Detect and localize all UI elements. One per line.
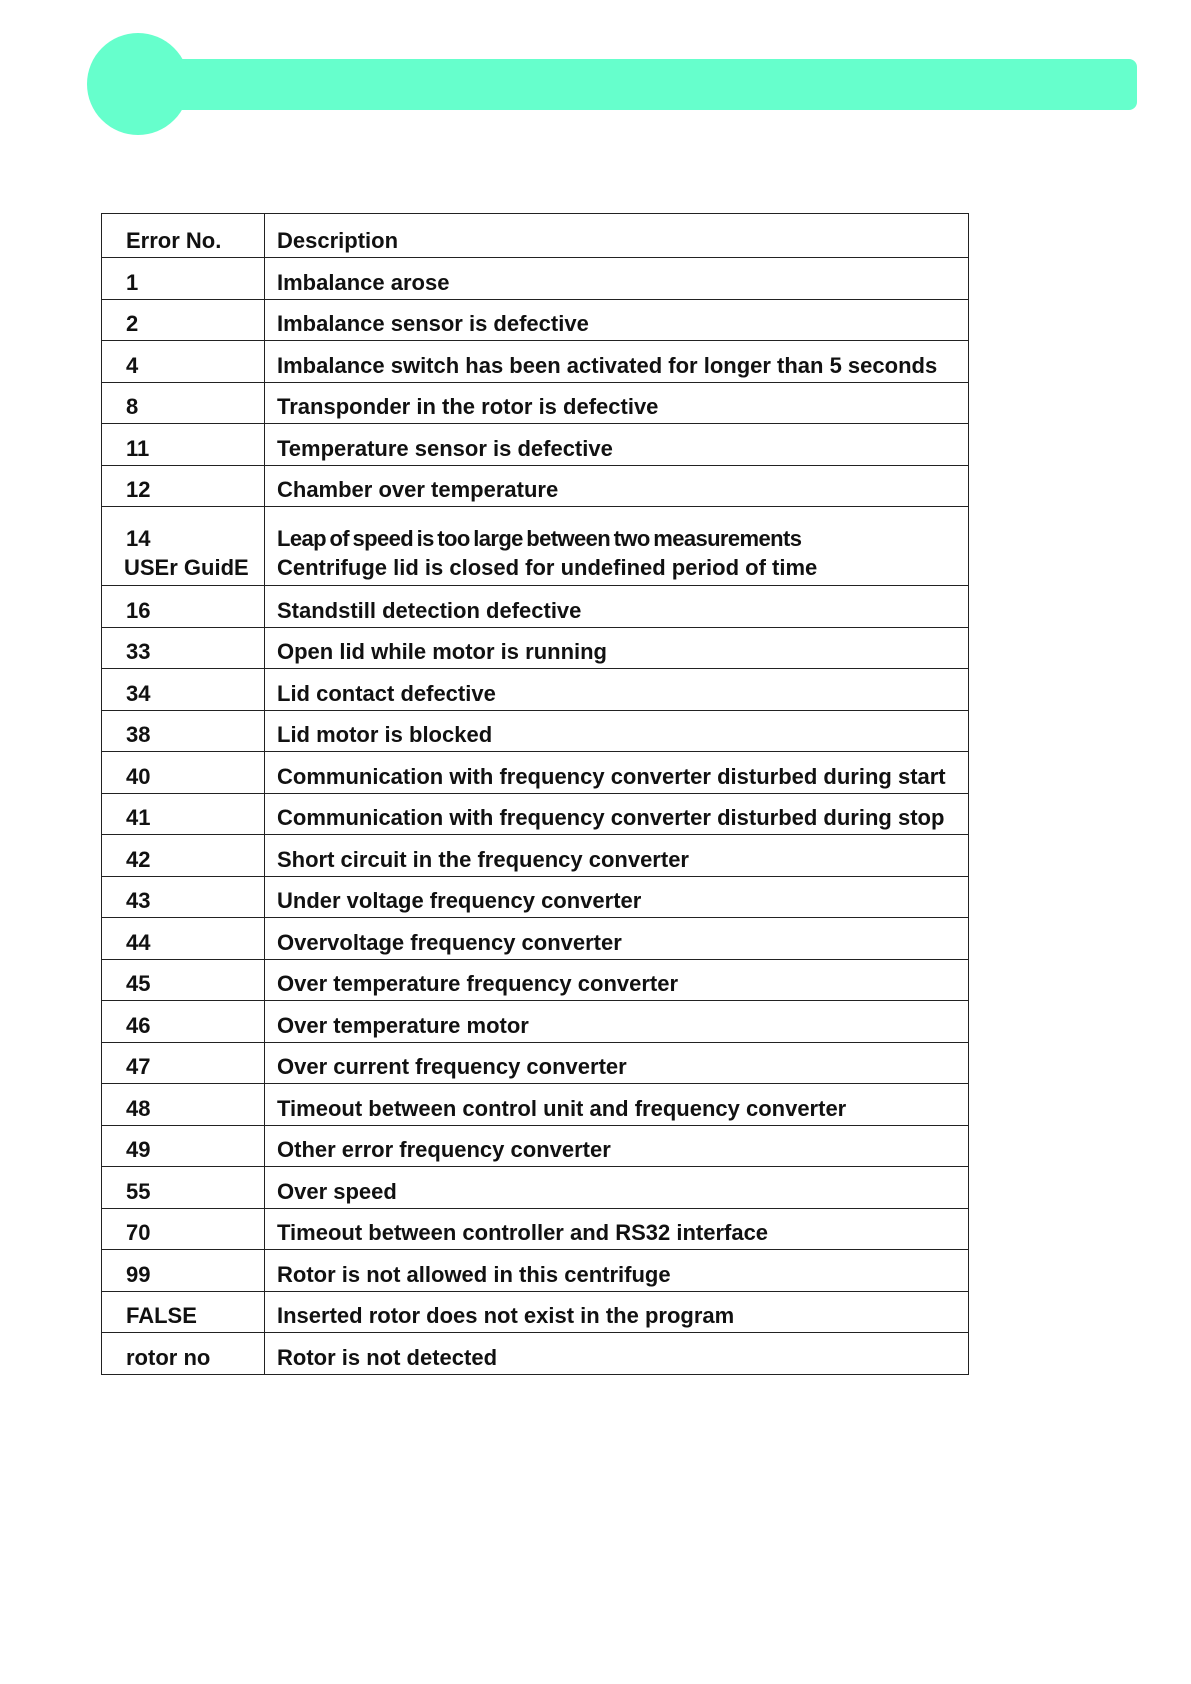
table-row (102, 752, 969, 794)
error-code: 40 (102, 752, 265, 794)
table-row (102, 299, 969, 341)
error-description: Open lid while motor is running (265, 627, 969, 669)
error-description-line-2: Centrifuge lid is closed for undefined period of time (277, 555, 818, 580)
error-code: 46 (102, 1001, 265, 1043)
error-description: Standstill detection defective (265, 586, 969, 628)
error-description: Over temperature frequency converter (265, 959, 969, 1001)
error-code: 11 (102, 424, 265, 466)
table-row (102, 959, 969, 1001)
error-description-line-1: Leap of speed is too large between two measurements (277, 526, 802, 551)
table-row (102, 465, 969, 507)
error-description: Chamber over temperature (265, 465, 969, 507)
error-code: 43 (102, 876, 265, 918)
table-row (102, 918, 969, 960)
error-code: 1 (102, 258, 265, 300)
error-description: Timeout between controller and RS32 interface (265, 1208, 969, 1250)
error-code-line-2: USEr GuidE (124, 555, 249, 580)
table-row (102, 835, 969, 877)
error-description: Lid motor is blocked (265, 710, 969, 752)
error-description (265, 507, 969, 586)
error-description: Lid contact defective (265, 669, 969, 711)
error-description: Rotor is not detected (265, 1333, 969, 1375)
error-code: 99 (102, 1250, 265, 1292)
error-code: 45 (102, 959, 265, 1001)
table-row (102, 669, 969, 711)
table-row (102, 424, 969, 466)
error-code: 33 (102, 627, 265, 669)
table-row (102, 586, 969, 628)
error-description: Communication with frequency converter disturbed during stop (265, 793, 969, 835)
table-row (102, 1042, 969, 1084)
table-row (102, 341, 969, 383)
table-row (102, 382, 969, 424)
table-row (102, 627, 969, 669)
error-code: 4 (102, 341, 265, 383)
error-description: Imbalance sensor is defective (265, 299, 969, 341)
error-description: Under voltage frequency converter (265, 876, 969, 918)
error-description: Imbalance arose (265, 258, 969, 300)
header-banner-circle (87, 33, 189, 135)
table-row (102, 876, 969, 918)
table-row (102, 710, 969, 752)
error-code: 38 (102, 710, 265, 752)
error-description: Temperature sensor is defective (265, 424, 969, 466)
error-description: Over temperature motor (265, 1001, 969, 1043)
error-code: 2 (102, 299, 265, 341)
error-description: Communication with frequency converter disturbed during start (265, 752, 969, 794)
error-code: FALSE (102, 1291, 265, 1333)
error-code: 12 (102, 465, 265, 507)
error-code: rotor no (102, 1333, 265, 1375)
error-code: 49 (102, 1125, 265, 1167)
table-row (102, 258, 969, 300)
error-code: 48 (102, 1084, 265, 1126)
error-code: 47 (102, 1042, 265, 1084)
header-banner-bar (150, 59, 1137, 110)
error-description: Over speed (265, 1167, 969, 1209)
error-code: 70 (102, 1208, 265, 1250)
error-code: 34 (102, 669, 265, 711)
column-header-error-no: Error No. (102, 214, 265, 258)
error-description: Over current frequency converter (265, 1042, 969, 1084)
table-header-row (102, 214, 969, 258)
error-description: Imbalance switch has been activated for longer than 5 seconds (265, 341, 969, 383)
table-row (102, 1167, 969, 1209)
error-code-line-1: 14 (126, 526, 151, 551)
error-code (102, 507, 265, 586)
error-code: 8 (102, 382, 265, 424)
error-description: Overvoltage frequency converter (265, 918, 969, 960)
table-row (102, 1125, 969, 1167)
table-row (102, 1001, 969, 1043)
error-code: 44 (102, 918, 265, 960)
table-row (102, 1084, 969, 1126)
error-description: Transponder in the rotor is defective (265, 382, 969, 424)
column-header-description: Description (265, 214, 969, 258)
error-description: Other error frequency converter (265, 1125, 969, 1167)
error-code-table (101, 213, 969, 1375)
table-row (102, 1250, 969, 1292)
table-row (102, 507, 969, 586)
table-row (102, 1291, 969, 1333)
error-description: Inserted rotor does not exist in the program (265, 1291, 969, 1333)
table-row (102, 1333, 969, 1375)
table-row (102, 793, 969, 835)
error-code: 16 (102, 586, 265, 628)
error-code: 41 (102, 793, 265, 835)
error-description: Rotor is not allowed in this centrifuge (265, 1250, 969, 1292)
error-code: 55 (102, 1167, 265, 1209)
error-description: Short circuit in the frequency converter (265, 835, 969, 877)
error-code: 42 (102, 835, 265, 877)
error-description: Timeout between control unit and frequency converter (265, 1084, 969, 1126)
table-row (102, 1208, 969, 1250)
